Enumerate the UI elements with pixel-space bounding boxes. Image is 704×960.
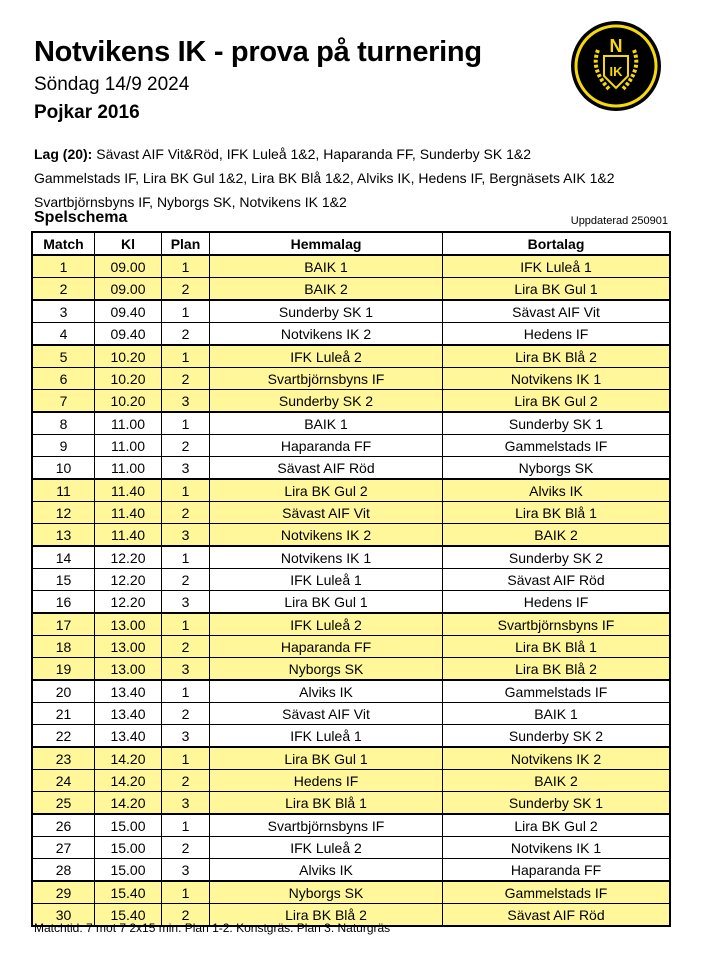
table-row <box>32 613 670 636</box>
col-away: Bortalag <box>443 232 671 255</box>
away-team: Hedens IF <box>443 323 671 346</box>
table-row <box>32 278 670 301</box>
match-number: 23 <box>32 747 95 770</box>
field: 1 <box>162 412 210 435</box>
table-row <box>32 457 670 480</box>
kickoff-time: 15.00 <box>95 837 162 859</box>
kickoff-time: 10.20 <box>95 345 162 368</box>
field: 1 <box>162 613 210 636</box>
kickoff-time: 10.20 <box>95 390 162 413</box>
home-team: Svartbjörnsbyns IF <box>210 368 443 390</box>
match-number: 7 <box>32 390 95 413</box>
match-number: 16 <box>32 591 95 614</box>
match-number: 4 <box>32 323 95 346</box>
table-row <box>32 725 670 748</box>
home-team: Notvikens IK 1 <box>210 546 443 569</box>
field: 2 <box>162 435 210 457</box>
kickoff-time: 14.20 <box>95 747 162 770</box>
home-team: Notvikens IK 2 <box>210 323 443 346</box>
away-team: Hedens IF <box>443 591 671 614</box>
table-row <box>32 368 670 390</box>
away-team: Haparanda FF <box>443 859 671 882</box>
team-list <box>34 142 615 214</box>
kickoff-time: 11.00 <box>95 412 162 435</box>
home-team: Svartbjörnsbyns IF <box>210 814 443 837</box>
away-team: Nyborgs SK <box>443 457 671 480</box>
teams-line: Gammelstads IF, Lira BK Gul 1&2, Lira BK Blå 1&2, Alviks IK, Hedens IF, Bergnäsets AIK 1&2 <box>34 170 615 186</box>
table-row <box>32 412 670 435</box>
away-team: Lira BK Blå 2 <box>443 345 671 368</box>
kickoff-time: 14.20 <box>95 792 162 815</box>
table-row <box>32 524 670 547</box>
match-number: 22 <box>32 725 95 748</box>
col-time: Kl <box>95 232 162 255</box>
field: 2 <box>162 636 210 658</box>
table-row <box>32 881 670 904</box>
col-match: Match <box>32 232 95 255</box>
home-team: Lira BK Blå 2 <box>210 904 443 927</box>
field: 2 <box>162 278 210 301</box>
table-row <box>32 792 670 815</box>
table-row <box>32 636 670 658</box>
kickoff-time: 15.00 <box>95 814 162 837</box>
home-team: IFK Luleå 2 <box>210 345 443 368</box>
field: 3 <box>162 591 210 614</box>
match-number: 25 <box>32 792 95 815</box>
field: 2 <box>162 569 210 591</box>
away-team: Notvikens IK 2 <box>443 747 671 770</box>
match-number: 27 <box>32 837 95 859</box>
home-team: Nyborgs SK <box>210 881 443 904</box>
home-team: Sävast AIF Röd <box>210 457 443 480</box>
home-team: IFK Luleå 2 <box>210 613 443 636</box>
kickoff-time: 11.00 <box>95 457 162 480</box>
table-row <box>32 390 670 413</box>
away-team: Sunderby SK 1 <box>443 792 671 815</box>
field: 3 <box>162 390 210 413</box>
field: 1 <box>162 747 210 770</box>
kickoff-time: 12.20 <box>95 546 162 569</box>
kickoff-time: 11.00 <box>95 435 162 457</box>
match-number: 14 <box>32 546 95 569</box>
table-row <box>32 546 670 569</box>
kickoff-time: 13.00 <box>95 658 162 681</box>
kickoff-time: 13.00 <box>95 613 162 636</box>
home-team: BAIK 2 <box>210 278 443 301</box>
match-number: 15 <box>32 569 95 591</box>
table-row <box>32 435 670 457</box>
match-number: 12 <box>32 502 95 524</box>
away-team: Sävast AIF Röd <box>443 569 671 591</box>
table-row <box>32 345 670 368</box>
home-team: Notvikens IK 2 <box>210 524 443 547</box>
away-team: Sunderby SK 1 <box>443 412 671 435</box>
match-number: 19 <box>32 658 95 681</box>
table-row <box>32 300 670 323</box>
kickoff-time: 11.40 <box>95 502 162 524</box>
kickoff-time: 09.00 <box>95 278 162 301</box>
home-team: Lira BK Gul 2 <box>210 479 443 502</box>
match-number: 3 <box>32 300 95 323</box>
kickoff-time: 10.20 <box>95 368 162 390</box>
kickoff-time: 09.40 <box>95 300 162 323</box>
kickoff-time: 15.40 <box>95 904 162 927</box>
away-team: Sunderby SK 2 <box>443 725 671 748</box>
match-number: 5 <box>32 345 95 368</box>
updated-label: Uppdaterad 250901 <box>570 215 668 227</box>
away-team: BAIK 2 <box>443 524 671 547</box>
field: 2 <box>162 904 210 927</box>
home-team: IFK Luleå 1 <box>210 569 443 591</box>
away-team: Notvikens IK 1 <box>443 837 671 859</box>
away-team: Svartbjörnsbyns IF <box>443 613 671 636</box>
home-team: Lira BK Blå 1 <box>210 792 443 815</box>
home-team: Nyborgs SK <box>210 658 443 681</box>
kickoff-time: 09.40 <box>95 323 162 346</box>
away-team: Gammelstads IF <box>443 881 671 904</box>
kickoff-time: 11.40 <box>95 524 162 547</box>
kickoff-time: 15.40 <box>95 881 162 904</box>
away-team: Gammelstads IF <box>443 435 671 457</box>
col-home: Hemmalag <box>210 232 443 255</box>
teams-label: Lag (20): <box>34 146 93 162</box>
home-team: Alviks IK <box>210 859 443 882</box>
home-team: Hedens IF <box>210 770 443 792</box>
teams-line: Sävast AIF Vit&Röd, IFK Luleå 1&2, Haparanda FF, Sunderby SK 1&2 <box>92 146 531 162</box>
match-number: 6 <box>32 368 95 390</box>
event-date: Söndag 14/9 2024 <box>34 74 190 95</box>
field: 1 <box>162 300 210 323</box>
away-team: Notvikens IK 1 <box>443 368 671 390</box>
field: 3 <box>162 524 210 547</box>
away-team: Sunderby SK 2 <box>443 546 671 569</box>
home-team: Sävast AIF Vit <box>210 703 443 725</box>
away-team: BAIK 1 <box>443 703 671 725</box>
table-row <box>32 591 670 614</box>
kickoff-time: 12.20 <box>95 569 162 591</box>
away-team: Lira BK Gul 1 <box>443 278 671 301</box>
field: 1 <box>162 546 210 569</box>
field: 1 <box>162 881 210 904</box>
match-number: 2 <box>32 278 95 301</box>
field: 2 <box>162 703 210 725</box>
match-number: 11 <box>32 479 95 502</box>
match-number: 13 <box>32 524 95 547</box>
home-team: BAIK 1 <box>210 412 443 435</box>
match-number: 29 <box>32 881 95 904</box>
table-row <box>32 255 670 278</box>
svg-text:IK: IK <box>609 64 623 79</box>
schedule-title: Spelschema <box>34 209 128 226</box>
match-number: 10 <box>32 457 95 480</box>
field: 2 <box>162 770 210 792</box>
table-header <box>32 232 670 255</box>
kickoff-time: 13.40 <box>95 680 162 703</box>
away-team: Alviks IK <box>443 479 671 502</box>
home-team: Lira BK Gul 1 <box>210 591 443 614</box>
kickoff-time: 14.20 <box>95 770 162 792</box>
kickoff-time: 09.00 <box>95 255 162 278</box>
table-row <box>32 502 670 524</box>
field: 2 <box>162 837 210 859</box>
table-row <box>32 658 670 681</box>
table-row <box>32 323 670 346</box>
away-team: Lira BK Gul 2 <box>443 814 671 837</box>
match-number: 26 <box>32 814 95 837</box>
field: 2 <box>162 323 210 346</box>
home-team: BAIK 1 <box>210 255 443 278</box>
match-number: 1 <box>32 255 95 278</box>
match-number: 30 <box>32 904 95 927</box>
table-row <box>32 770 670 792</box>
kickoff-time: 11.40 <box>95 479 162 502</box>
field: 1 <box>162 479 210 502</box>
home-team: IFK Luleå 2 <box>210 837 443 859</box>
away-team: BAIK 2 <box>443 770 671 792</box>
home-team: IFK Luleå 1 <box>210 725 443 748</box>
page-title: Notvikens IK - prova på turnering <box>34 36 482 68</box>
match-number: 24 <box>32 770 95 792</box>
match-number: 9 <box>32 435 95 457</box>
footer-note: Matchtid: 7 mot 7 2x15 min. Plan 1-2: Konstgräs. Plan 3: Naturgräs <box>34 921 391 935</box>
field: 2 <box>162 368 210 390</box>
field: 1 <box>162 814 210 837</box>
away-team: Lira BK Blå 1 <box>443 636 671 658</box>
table-row <box>32 859 670 882</box>
away-team: Sävast AIF Vit <box>443 300 671 323</box>
age-group: Pojkar 2016 <box>34 102 140 123</box>
away-team: Sävast AIF Röd <box>443 904 671 927</box>
schedule-table <box>31 231 671 927</box>
match-number: 18 <box>32 636 95 658</box>
field: 1 <box>162 680 210 703</box>
home-team: Lira BK Gul 1 <box>210 747 443 770</box>
match-number: 20 <box>32 680 95 703</box>
kickoff-time: 13.40 <box>95 703 162 725</box>
home-team: Haparanda FF <box>210 636 443 658</box>
kickoff-time: 15.00 <box>95 859 162 882</box>
home-team: Sävast AIF Vit <box>210 502 443 524</box>
away-team: IFK Luleå 1 <box>443 255 671 278</box>
svg-text:N: N <box>609 36 623 56</box>
kickoff-time: 13.40 <box>95 725 162 748</box>
match-number: 28 <box>32 859 95 882</box>
col-field: Plan <box>162 232 210 255</box>
away-team: Lira BK Blå 1 <box>443 502 671 524</box>
away-team: Lira BK Blå 2 <box>443 658 671 681</box>
away-team: Gammelstads IF <box>443 680 671 703</box>
field: 1 <box>162 255 210 278</box>
table-row <box>32 569 670 591</box>
club-logo-icon <box>570 20 662 112</box>
kickoff-time: 12.20 <box>95 591 162 614</box>
home-team: Haparanda FF <box>210 435 443 457</box>
table-row <box>32 680 670 703</box>
field: 3 <box>162 859 210 882</box>
kickoff-time: 13.00 <box>95 636 162 658</box>
match-number: 21 <box>32 703 95 725</box>
away-team: Lira BK Gul 2 <box>443 390 671 413</box>
match-number: 17 <box>32 613 95 636</box>
home-team: Sunderby SK 1 <box>210 300 443 323</box>
teams-line: Svartbjörnsbyns IF, Nyborgs SK, Notvikens IK 1&2 <box>34 194 347 210</box>
field: 3 <box>162 457 210 480</box>
table-row <box>32 703 670 725</box>
field: 2 <box>162 502 210 524</box>
home-team: Sunderby SK 2 <box>210 390 443 413</box>
table-row <box>32 479 670 502</box>
field: 3 <box>162 658 210 681</box>
table-row <box>32 747 670 770</box>
table-row <box>32 837 670 859</box>
field: 3 <box>162 792 210 815</box>
field: 1 <box>162 345 210 368</box>
field: 3 <box>162 725 210 748</box>
match-number: 8 <box>32 412 95 435</box>
home-team: Alviks IK <box>210 680 443 703</box>
table-row <box>32 814 670 837</box>
